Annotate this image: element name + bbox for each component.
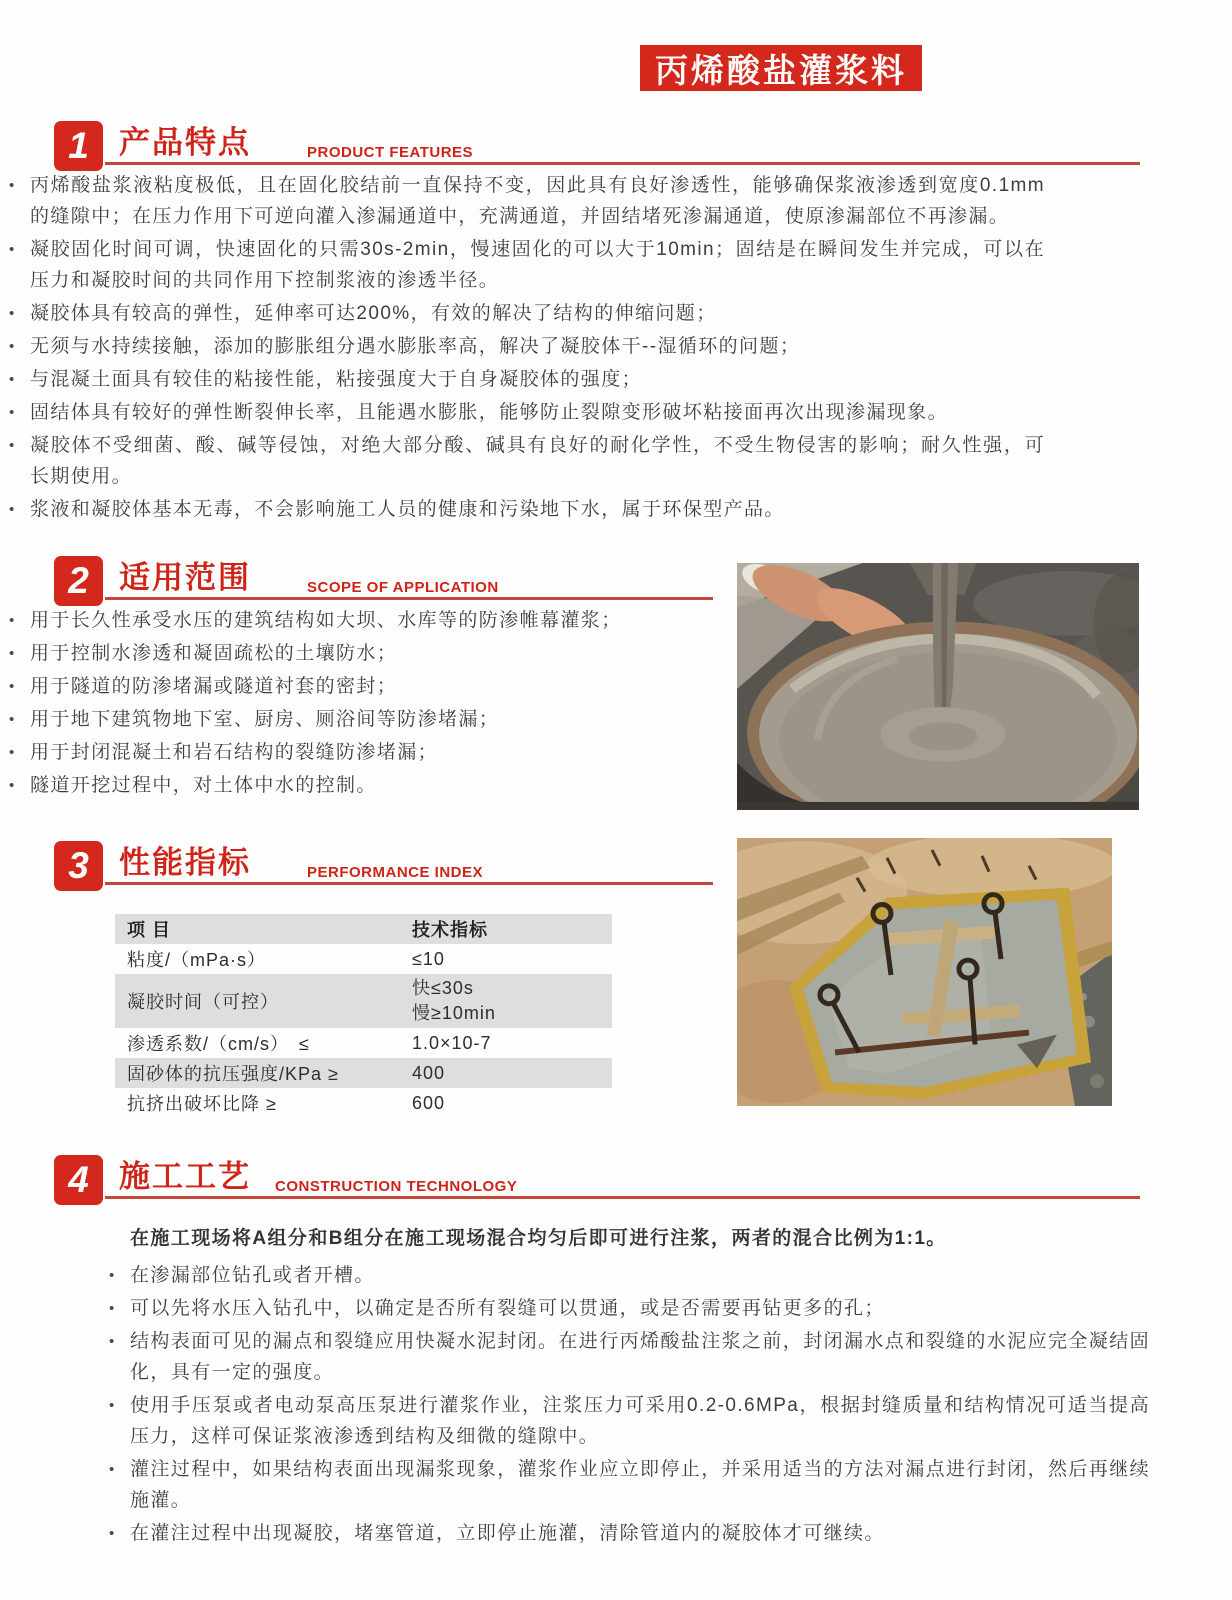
- table-row: [115, 1028, 612, 1058]
- step-item: • 在灌注过程中出现凝胶，堵塞管道，立即停止施灌，清除管道内的凝胶体才可继续。: [100, 1518, 1150, 1549]
- section-number-badge: 3: [55, 842, 102, 890]
- section-title: 性能指标: [119, 845, 251, 880]
- table-row: [115, 1088, 612, 1118]
- feature-item: • 丙烯酸盐浆液粘度极低，且在固化胶结前一直保持不变，因此具有良好渗透性，能够确保浆液渗透到宽度0.1mm的缝隙中；在压力作用下可逆向灌入渗漏通道中，充满通道，并固结堵死渗漏通道，使原渗漏部位不再渗漏。: [0, 170, 1045, 232]
- section-number-badge: 4: [55, 1156, 102, 1204]
- section-rule: [105, 597, 713, 600]
- concrete-formwork-photo: [737, 838, 1112, 1106]
- feature-item: • 凝胶体不受细菌、酸、碱等侵蚀，对绝大部分酸、碱具有良好的耐化学性，不受生物侵害的影响；耐久性强，可长期使用。: [0, 430, 1045, 492]
- section-title: 施工工艺: [119, 1159, 251, 1194]
- table-header-row: [115, 914, 612, 944]
- section-title: 产品特点: [119, 125, 251, 160]
- section-header: [55, 118, 1232, 170]
- product-title-banner: 丙烯酸盐灌浆料: [640, 45, 922, 91]
- spec-value: [400, 974, 612, 1028]
- application-list: [0, 605, 625, 801]
- step-item: • 灌注过程中，如果结构表面出现漏浆现象，灌浆作业应立即停止，并采用适当的方法对漏点进行封闭，然后再继续施灌。: [100, 1454, 1150, 1516]
- spec-value: 600: [412, 1092, 446, 1113]
- section-subtitle: PERFORMANCE INDEX: [307, 864, 484, 881]
- application-item: • 用于隧道的防渗堵漏或隧道衬套的密封；: [0, 671, 625, 702]
- section-header: [55, 1152, 1232, 1204]
- feature-item: • 凝胶体具有较高的弹性，延伸率可达200%，有效的解决了结构的伸缩问题；: [0, 298, 1045, 329]
- section-construction-technology: [0, 1152, 1232, 1551]
- spec-name: 固砂体的抗压强度/KPa ≥: [127, 1064, 339, 1084]
- step-list: [100, 1260, 1150, 1549]
- spec-name: 凝胶时间（可控）: [127, 992, 279, 1012]
- section-subtitle: CONSTRUCTION TECHNOLOGY: [275, 1178, 518, 1195]
- application-item: • 用于长久性承受水压的建筑结构如大坝、水库等的防渗帷幕灌浆；: [0, 605, 625, 636]
- application-item: • 用于地下建筑物地下室、厨房、厕浴间等防渗堵漏；: [0, 704, 625, 735]
- table-row: [115, 974, 612, 1028]
- performance-table: [115, 914, 612, 1118]
- spec-value: ≤10: [412, 948, 445, 969]
- feature-item: • 固结体具有较好的弹性断裂伸长率，且能遇水膨胀，能够防止裂隙变形破坏粘接面再次出现渗漏现象。: [0, 397, 1045, 428]
- spec-name: 粘度/（mPa·s）: [127, 950, 267, 970]
- section-rule: [105, 882, 713, 885]
- grout-mixing-photo: [737, 563, 1139, 810]
- feature-item: • 凝胶固化时间可调，快速固化的只需30s-2min，慢速固化的可以大于10min；固结是在瞬间发生并完成，可以在压力和凝胶时间的共同作用下控制浆液的渗透半径。: [0, 234, 1045, 296]
- feature-list: [0, 170, 1045, 525]
- application-item: • 用于控制水渗透和凝固疏松的土壤防水；: [0, 638, 625, 669]
- section-product-features: [0, 118, 1232, 527]
- section-title: 适用范围: [119, 560, 251, 595]
- feature-item: • 浆液和凝胶体基本无毒，不会影响施工人员的健康和污染地下水，属于环保型产品。: [0, 494, 1045, 525]
- table-header-item: 项 目: [127, 920, 172, 940]
- spec-value: 1.0×10-7: [412, 1032, 492, 1053]
- application-item: • 用于封闭混凝土和岩石结构的裂缝防渗堵漏；: [0, 737, 625, 768]
- spec-value: 400: [412, 1062, 446, 1083]
- construction-steps: [100, 1224, 1150, 1549]
- section-rule: [105, 1196, 1140, 1199]
- step-item: • 结构表面可见的漏点和裂缝应用快凝水泥封闭。在进行丙烯酸盐注浆之前，封闭漏水点和裂缝的水泥应完全凝结固化，具有一定的强度。: [100, 1326, 1150, 1388]
- spec-name: 渗透系数/（cm/s） ≤: [127, 1034, 310, 1054]
- feature-item: • 无须与水持续接触，添加的膨胀组分遇水膨胀率高，解决了凝胶体干--湿循环的问题；: [0, 331, 1045, 362]
- section-subtitle: SCOPE OF APPLICATION: [307, 579, 499, 596]
- step-item: • 使用手压泵或者电动泵高压泵进行灌浆作业，注浆压力可采用0.2-0.6MPa，根据封缝质量和结构情况可适当提高压力，这样可保证浆液渗透到结构及细微的缝隙中。: [100, 1390, 1150, 1452]
- step-item: • 在渗漏部位钻孔或者开槽。: [100, 1260, 1150, 1291]
- section-subtitle: PRODUCT FEATURES: [307, 144, 474, 161]
- section-number-badge: 2: [55, 557, 102, 605]
- mixing-ratio-note: 在施工现场将A组分和B组分在施工现场混合均匀后即可进行注浆，两者的混合比例为1:1。: [130, 1228, 947, 1249]
- table-row: [115, 1058, 612, 1088]
- table-header-value: 技术指标: [412, 920, 488, 940]
- feature-item: • 与混凝土面具有较佳的粘接性能，粘接强度大于自身凝胶体的强度；: [0, 364, 1045, 395]
- application-item: • 隧道开挖过程中，对土体中水的控制。: [0, 770, 625, 801]
- spec-value-fast: 快≤30s: [412, 978, 474, 998]
- section-number-badge: 1: [55, 122, 102, 170]
- spec-name: 抗挤出破坏比降 ≥: [127, 1094, 277, 1114]
- section-rule: [105, 162, 1140, 165]
- table-row: [115, 944, 612, 974]
- step-item: • 可以先将水压入钻孔中，以确定是否所有裂缝可以贯通，或是否需要再钻更多的孔；: [100, 1293, 1150, 1324]
- spec-value-slow: 慢≥10min: [412, 1003, 496, 1023]
